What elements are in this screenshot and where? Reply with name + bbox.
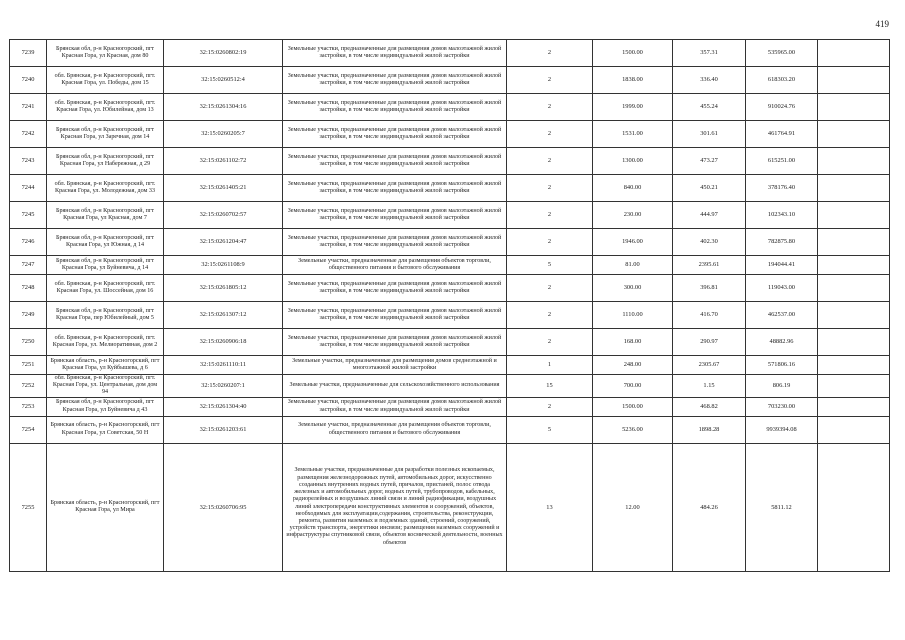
empty-cell (818, 256, 890, 275)
empty-cell (818, 229, 890, 256)
cadastral-number-cell: 32:15:0260512:4 (164, 67, 283, 94)
specific-value-cell: 357.31 (673, 40, 746, 67)
area-cell: 1500.00 (593, 397, 673, 416)
land-use-cell: Земельные участки, предназначенные для размещения объектов торговли, общественного питания и бытового обслуживания (283, 256, 507, 275)
group-number-cell: 2 (507, 302, 593, 329)
cadastral-value-cell: 102343.10 (746, 202, 818, 229)
empty-cell (818, 40, 890, 67)
empty-cell (818, 175, 890, 202)
row-number: 7250 (10, 329, 47, 356)
area-cell: 81.00 (593, 256, 673, 275)
row-number: 7254 (10, 416, 47, 443)
area-cell: 1999.00 (593, 94, 673, 121)
address-cell: Брянская обл, р-н Красногорский, пгт Красная Гора, пер Юбилейный, дом 5 (47, 302, 164, 329)
row-number: 7251 (10, 356, 47, 375)
area-cell: 1500.00 (593, 40, 673, 67)
cadastral-value-cell: 618303.20 (746, 67, 818, 94)
cadastral-number-cell: 32:15:0261204:47 (164, 229, 283, 256)
group-number-cell: 2 (507, 67, 593, 94)
specific-value-cell: 2395.61 (673, 256, 746, 275)
row-number: 7245 (10, 202, 47, 229)
area-cell: 1531.00 (593, 121, 673, 148)
specific-value-cell: 455.24 (673, 94, 746, 121)
address-cell: Брянская обл, р-н Красногорский, пгт Красная Гора, ул Заречная, дом 14 (47, 121, 164, 148)
land-use-cell: Земельные участки, предназначенные для размещения домов малоэтажной жилой застройки, в том числе индивидуальной жилой застройки (283, 302, 507, 329)
cadastral-number-cell: 32:15:0260207:1 (164, 375, 283, 398)
row-number: 7253 (10, 397, 47, 416)
address-cell: обл. Брянская, р-н Красногорский, пгт. Красная Гора, ул. Победы, дом 15 (47, 67, 164, 94)
address-cell: Брянская обл, р-н Красногорский, пгт Красная Гора, ул Южная, д 14 (47, 229, 164, 256)
empty-cell (818, 397, 890, 416)
address-cell: Брянская область, р-н Красногорский, пгт Красная Гора, ул Советская, 50 Н (47, 416, 164, 443)
land-use-cell: Земельные участки, предназначенные для размещения домов малоэтажной жилой застройки, в том числе индивидуальной жилой застройки (283, 275, 507, 302)
group-number-cell: 2 (507, 121, 593, 148)
cadastral-value-cell: 48882.96 (746, 329, 818, 356)
address-cell: Брянская обл, р-н Красногорский, пгт Красная Гора, ул Набережная, д 29 (47, 148, 164, 175)
table-row (10, 397, 890, 416)
table-row (10, 416, 890, 443)
group-number-cell: 2 (507, 40, 593, 67)
cadastral-value-cell: 782875.80 (746, 229, 818, 256)
address-cell: Брянская область, р-н Красногорский, пгт Красная Гора, ул Мира (47, 443, 164, 571)
row-number: 7240 (10, 67, 47, 94)
land-use-cell: Земельные участки, предназначенные для размещения домов малоэтажной жилой застройки, в том числе индивидуальной жилой застройки (283, 397, 507, 416)
land-use-cell: Земельные участки, предназначенные для размещения домов малоэтажной жилой застройки, в том числе индивидуальной жилой застройки (283, 40, 507, 67)
empty-cell (818, 416, 890, 443)
cadastral-value-cell: 378176.40 (746, 175, 818, 202)
land-use-cell: Земельные участки, предназначенные для размещения домов малоэтажной жилой застройки, в том числе индивидуальной жилой застройки (283, 94, 507, 121)
cadastral-value-cell: 806.19 (746, 375, 818, 398)
cadastral-number-cell: 32:15:0261304:40 (164, 397, 283, 416)
address-cell: обл. Брянская, р-н Красногорский, пгт. Красная Гора, ул. Мелиоративная, дом 2 (47, 329, 164, 356)
group-number-cell: 1 (507, 356, 593, 375)
row-number: 7241 (10, 94, 47, 121)
cadastral-number-cell: 32:15:0260906:18 (164, 329, 283, 356)
row-number: 7247 (10, 256, 47, 275)
specific-value-cell: 473.27 (673, 148, 746, 175)
row-number: 7239 (10, 40, 47, 67)
land-use-cell: Земельные участки, предназначенные для размещения домов малоэтажной жилой застройки, в том числе индивидуальной жилой застройки (283, 121, 507, 148)
group-number-cell: 2 (507, 202, 593, 229)
cadastral-value-cell: 615251.00 (746, 148, 818, 175)
cadastral-number-cell: 32:15:0260802:19 (164, 40, 283, 67)
cadastral-number-cell: 32:15:0260205:7 (164, 121, 283, 148)
table-row (10, 40, 890, 67)
page-number: 419 (875, 19, 889, 29)
table-row (10, 121, 890, 148)
group-number-cell: 5 (507, 416, 593, 443)
table-row (10, 202, 890, 229)
area-cell: 1946.00 (593, 229, 673, 256)
address-cell: Брянская область, р-н Красногорский, пгт Красная Гора, ул Куйбышева, д 6 (47, 356, 164, 375)
row-number: 7242 (10, 121, 47, 148)
address-cell: обл. Брянская, р-н Красногорский, пгт. Красная Гора, ул. Шоссейная, дом 16 (47, 275, 164, 302)
cadastral-number-cell: 32:15:0260702:57 (164, 202, 283, 229)
specific-value-cell: 416.70 (673, 302, 746, 329)
cadastral-number-cell: 32:15:0261108:9 (164, 256, 283, 275)
address-cell: Брянская обл, р-н Красногорский, пгт Красная Гора, ул Красная, дом 80 (47, 40, 164, 67)
cadastral-value-cell: 535965.00 (746, 40, 818, 67)
cadastral-value-table (9, 39, 890, 572)
area-cell: 840.00 (593, 175, 673, 202)
empty-cell (818, 202, 890, 229)
row-number: 7252 (10, 375, 47, 398)
cadastral-value-cell: 703230.00 (746, 397, 818, 416)
area-cell: 5236.00 (593, 416, 673, 443)
specific-value-cell: 402.30 (673, 229, 746, 256)
area-cell: 248.00 (593, 356, 673, 375)
group-number-cell: 2 (507, 94, 593, 121)
empty-cell (818, 302, 890, 329)
table-row (10, 275, 890, 302)
empty-cell (818, 275, 890, 302)
cadastral-value-cell: 910024.76 (746, 94, 818, 121)
cadastral-value-cell: 571806.16 (746, 356, 818, 375)
row-number: 7246 (10, 229, 47, 256)
group-number-cell: 2 (507, 397, 593, 416)
address-cell: обл. Брянская, р-н Красногорский, пгт. Красная Гора, ул. Молодежная, дом 33 (47, 175, 164, 202)
table-row (10, 94, 890, 121)
land-use-cell: Земельные участки, предназначенные для размещения домов малоэтажной жилой застройки, в том числе индивидуальной жилой застройки (283, 67, 507, 94)
table-body (10, 40, 890, 572)
table-row (10, 67, 890, 94)
specific-value-cell: 444.97 (673, 202, 746, 229)
address-cell: Брянская обл, р-н Красногорский, пгт Красная Гора, ул Красная, дом 7 (47, 202, 164, 229)
land-use-cell: Земельные участки, предназначенные для размещения домов малоэтажной жилой застройки, в том числе индивидуальной жилой застройки (283, 202, 507, 229)
group-number-cell: 13 (507, 443, 593, 571)
land-use-cell: Земельные участки, предназначенные для разработки полезных ископаемых, размещения железнодорожных путей, автомобильных дорог, искусственно созданных внутренних водных путей, причалов, пристаней, полос отвода железных и автомобильных дорог, водных путей, трубопроводов, кабельных, радиорелейных и воздушных линий связи и линий радиофикации, воздушных линий электропередачи конструктивных элементов и сооружений, объектов, необходимых для эксплуатации,содержания, строительства, реконструкции, ремонта, развития наземных и подземных зданий, строений, сооружений, устройств транспорта, энергетики инсвязи; размещения наземных сооружений и инфраструктуры спутниковой связи, объектов космической деятельности, военных объектов (283, 443, 507, 571)
area-cell: 700.00 (593, 375, 673, 398)
table-row (10, 175, 890, 202)
empty-cell (818, 67, 890, 94)
table-row (10, 302, 890, 329)
specific-value-cell: 396.81 (673, 275, 746, 302)
empty-cell (818, 94, 890, 121)
address-cell: обл. Брянская, р-н Красногорский, пгт. Красная Гора, ул. Центральная, дом дом 94 (47, 375, 164, 398)
empty-cell (818, 148, 890, 175)
cadastral-number-cell: 32:15:0261304:16 (164, 94, 283, 121)
cadastral-number-cell: 32:15:0261307:12 (164, 302, 283, 329)
area-cell: 12.00 (593, 443, 673, 571)
address-cell: Брянская обл, р-н Красногорский, пгт Красная Гора, ул Буйневича, д 14 (47, 256, 164, 275)
table-row (10, 148, 890, 175)
cadastral-value-cell: 5811.12 (746, 443, 818, 571)
area-cell: 168.00 (593, 329, 673, 356)
table-row (10, 329, 890, 356)
group-number-cell: 2 (507, 148, 593, 175)
group-number-cell: 2 (507, 175, 593, 202)
land-use-cell: Земельные участки, предназначенные для размещения домов среднеэтажной и многоэтажной жилой застройки (283, 356, 507, 375)
specific-value-cell: 301.61 (673, 121, 746, 148)
cadastral-value-cell: 462537.00 (746, 302, 818, 329)
area-cell: 1300.00 (593, 148, 673, 175)
specific-value-cell: 484.26 (673, 443, 746, 571)
empty-cell (818, 375, 890, 398)
land-use-cell: Земельные участки, предназначенные для размещения домов малоэтажной жилой застройки, в том числе индивидуальной жилой застройки (283, 329, 507, 356)
specific-value-cell: 1898.28 (673, 416, 746, 443)
specific-value-cell: 2305.67 (673, 356, 746, 375)
row-number: 7248 (10, 275, 47, 302)
table-row (10, 443, 890, 571)
row-number: 7244 (10, 175, 47, 202)
area-cell: 300.00 (593, 275, 673, 302)
land-use-cell: Земельные участки, предназначенные для размещения объектов торговли, общественного питания и бытового обслуживания (283, 416, 507, 443)
cadastral-number-cell: 32:15:0261805:12 (164, 275, 283, 302)
group-number-cell: 2 (507, 229, 593, 256)
specific-value-cell: 336.40 (673, 67, 746, 94)
row-number: 7255 (10, 443, 47, 571)
table-row (10, 375, 890, 398)
empty-cell (818, 443, 890, 571)
table-row (10, 256, 890, 275)
row-number: 7243 (10, 148, 47, 175)
cadastral-number-cell: 32:15:0260706:95 (164, 443, 283, 571)
group-number-cell: 5 (507, 256, 593, 275)
specific-value-cell: 1.15 (673, 375, 746, 398)
group-number-cell: 2 (507, 329, 593, 356)
land-use-cell: Земельные участки, предназначенные для размещения домов малоэтажной жилой застройки, в том числе индивидуальной жилой застройки (283, 175, 507, 202)
specific-value-cell: 468.82 (673, 397, 746, 416)
cadastral-value-cell: 9939394.08 (746, 416, 818, 443)
area-cell: 1110.00 (593, 302, 673, 329)
area-cell: 230.00 (593, 202, 673, 229)
table-row (10, 229, 890, 256)
cadastral-value-cell: 194044.41 (746, 256, 818, 275)
address-cell: обл. Брянская, р-н Красногорский, пгт. Красная Гора, ул. Юбилейная, дом 13 (47, 94, 164, 121)
area-cell: 1838.00 (593, 67, 673, 94)
address-cell: Брянская обл, р-н Красногорский, пгт Красная Гора, ул Буйневича д 43 (47, 397, 164, 416)
cadastral-number-cell: 32:15:0261203:61 (164, 416, 283, 443)
land-use-cell: Земельные участки, предназначенные для размещения домов малоэтажной жилой застройки, в том числе индивидуальной жилой застройки (283, 229, 507, 256)
table-row (10, 356, 890, 375)
land-use-cell: Земельные участки, предназначенные для размещения домов малоэтажной жилой застройки, в том числе индивидуальной жилой застройки (283, 148, 507, 175)
row-number: 7249 (10, 302, 47, 329)
empty-cell (818, 329, 890, 356)
cadastral-value-cell: 119043.00 (746, 275, 818, 302)
land-use-cell: Земельные участки, предназначенные для сельскохозяйственного использования (283, 375, 507, 398)
group-number-cell: 15 (507, 375, 593, 398)
empty-cell (818, 121, 890, 148)
group-number-cell: 2 (507, 275, 593, 302)
specific-value-cell: 450.21 (673, 175, 746, 202)
cadastral-value-cell: 461764.91 (746, 121, 818, 148)
cadastral-number-cell: 32:15:0261102:72 (164, 148, 283, 175)
cadastral-number-cell: 32:15:0261110:11 (164, 356, 283, 375)
specific-value-cell: 290.97 (673, 329, 746, 356)
cadastral-number-cell: 32:15:0261405:21 (164, 175, 283, 202)
empty-cell (818, 356, 890, 375)
